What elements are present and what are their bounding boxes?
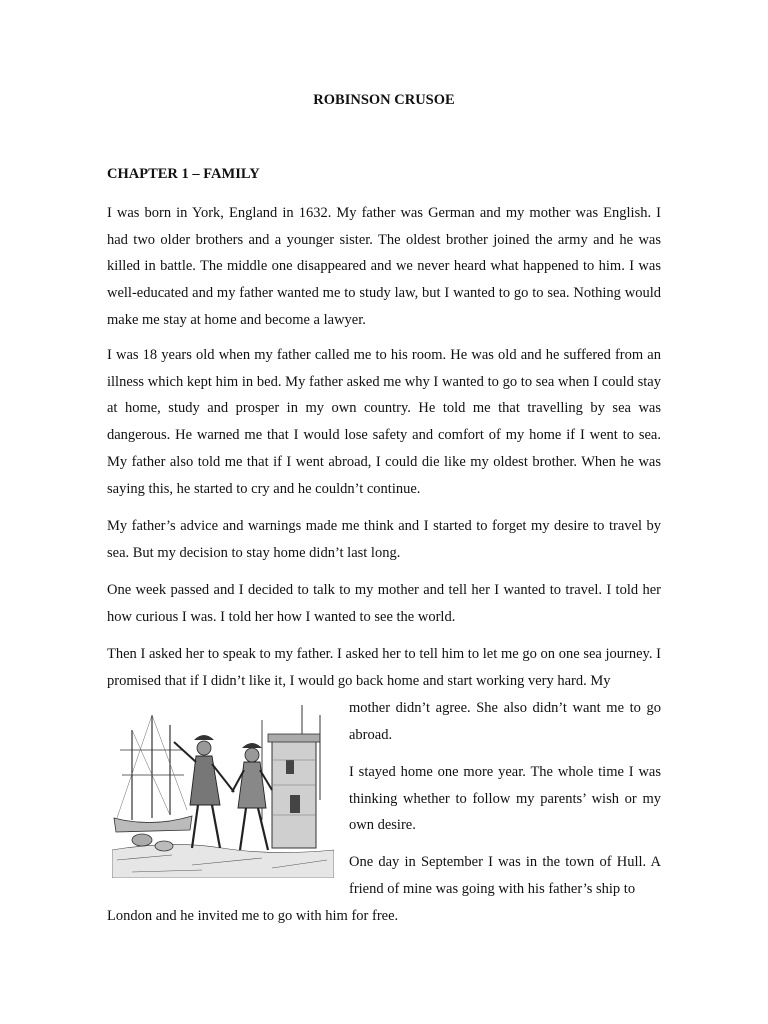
paragraph-5-continued: mother didn’t agree. She also didn’t want me to go abroad. xyxy=(349,700,661,743)
paragraph-3: My father’s advice and warnings made me think and I started to forget my desire to travel by sea. But my decision to stay home didn’t last long. xyxy=(107,518,661,561)
chapter-heading: CHAPTER 1 – FAMILY xyxy=(107,166,260,182)
paragraph-1: I was born in York, England in 1632. My father was German and my mother was English. I had two older brothers and a younger sister. The oldest brother joined the army and he was killed in battle. The middle one disappeared and we never heard what happened to him. I was well-educated and my father wanted me to study law, but I wanted to go to sea. Nothing would make me stay at home and become a lawyer. xyxy=(107,205,661,328)
paragraph-2: I was 18 years old when my father called me to his room. He was old and he suffered from an illness which kept him in bed. My father asked me why I wanted to go to sea when I could stay at home, study and prosper in my own country. He told me that travelling by sea was dangerous. He warned me that I would lose safety and comfort of my home if I went to sea. My father also told me that if I went abroad, I could die like my oldest brother. When he was saying this, he started to cry and he couldn’t continue. xyxy=(107,347,661,497)
paragraph-7: One day in September I was in the town of Hull. A friend of mine was going with his father’s ship to xyxy=(349,854,661,897)
book-title: ROBINSON CRUSOE xyxy=(313,92,455,108)
paragraph-4: One week passed and I decided to talk to my mother and tell her I wanted to travel. I told her how curious I was. I told her how I wanted to see the world. xyxy=(107,582,661,625)
paragraph-5: Then I asked her to speak to my father. I asked her to tell him to let me go on one sea journey. I promised that if I didn’t like it, I would go back home and start working very hard. My xyxy=(107,646,661,689)
paragraph-6: I stayed home one more year. The whole time I was thinking whether to follow my parents’ wish or my own desire. xyxy=(349,764,661,834)
engraving-illustration xyxy=(112,700,334,878)
paragraph-7-continued: London and he invited me to go with him for free. xyxy=(107,908,399,924)
